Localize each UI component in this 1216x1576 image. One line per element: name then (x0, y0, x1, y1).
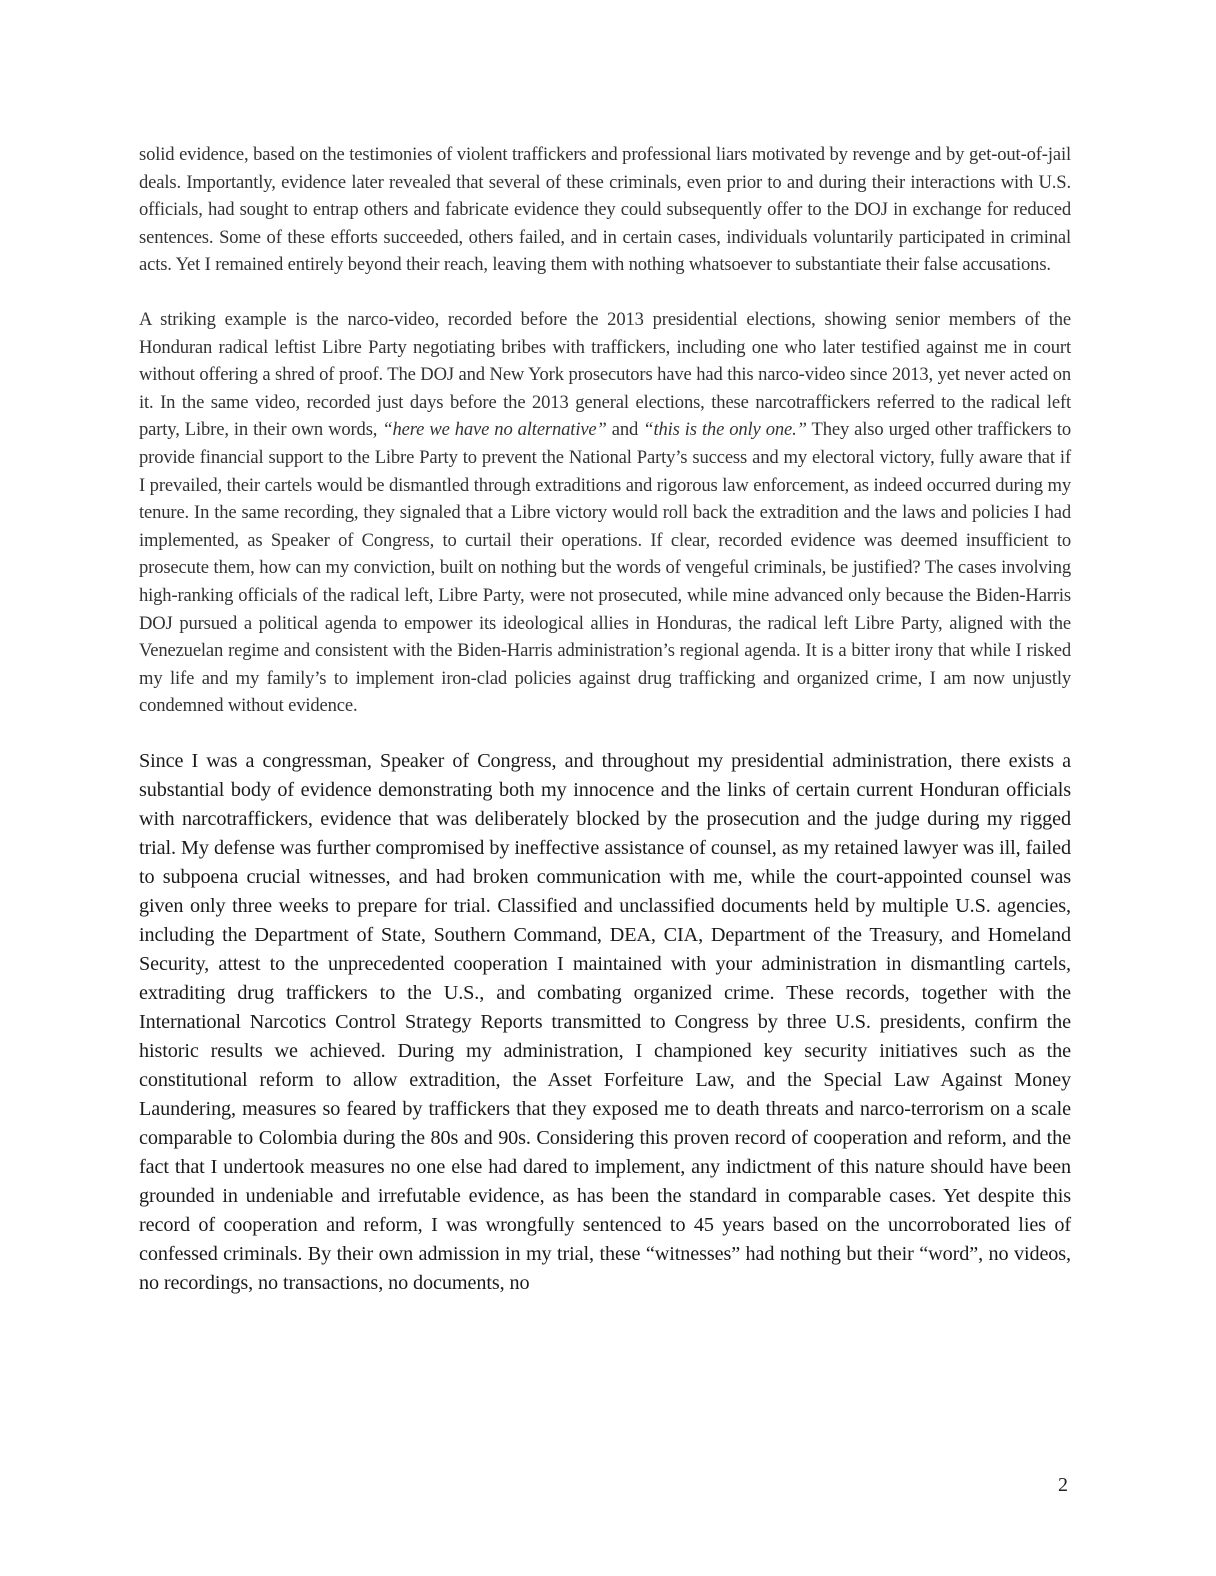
paragraph-testimonies: solid evidence, based on the testimonies of violent traffickers and professional liars motivated by revenge and by get-out-of-jail deals. Importantly, evidence later revealed that several of these criminals, even prior to and during their interactions with U.S. officials, had sought to entrap others and fabricate evidence they could subsequently offer to the DOJ in exchange for reduced sentences. Some of these efforts succeeded, others failed, and in certain cases, individuals voluntarily participated in criminal acts. Yet I remained entirely beyond their reach, leaving them with nothing whatsoever to substantiate their false accusations. (139, 144, 1071, 276)
quote-only-one: “this is the only one.” (643, 419, 807, 441)
paragraph-narco-video-part3: They also urged other traffickers to provide financial support to the Libre Party to prevent the National Party’s success and my electoral victory, fully aware that if I prevailed, their cartels would be dismantled through extraditions and rigorous law enforcement, as indeed occurred during my tenure. In the same recording, they signaled that a Libre victory would roll back the extradition and the laws and policies I had implemented, as Speaker of Congress, to curtail their operations. If clear, recorded evidence was deemed insufficient to prosecute them, how can my conviction, built on nothing but the words of vengeful criminals, be justified? The cases involving high-ranking officials of the radical left, Libre Party, were not prosecuted, while mine advanced only because the Biden-Harris DOJ pursued a political agenda to empower its ideological allies in Honduras, the radical left Libre Party, aligned with the Venezuelan regime and consistent with the Biden-Harris administration’s regional agenda. It is a bitter irony that while I risked my life and my family’s to implement iron-clad policies against drug trafficking and organized crime, I am now unjustly condemned without evidence. (139, 419, 1072, 717)
document-page (139, 141, 1071, 1298)
quote-no-alternative: “here we have no alternative” (382, 419, 607, 441)
page-number: 2 (1058, 1474, 1068, 1496)
paragraph-narco-video-part2: and (606, 419, 644, 441)
paragraph-narco-video (139, 306, 1071, 720)
paragraph-narco-video-part1: A striking example is the narco-video, recorded before the 2013 presidential elections, showing senior members of the Honduran radical leftist Libre Party negotiating bribes with traffickers, including one who later testified against me in court without offering a shred of proof. The DOJ and New York prosecutors have had this narco-video since 2013, yet never acted on it. In the same video, recorded just days before the 2013 general elections, these narcotraffickers referred to the radical left party, Libre, in their own words, (139, 308, 1071, 441)
paragraph-evidence-record: Since I was a congressman, Speaker of Congress, and throughout my presidential administration, there exists a substantial body of evidence demonstrating both my innocence and the links of certain current Honduran officials with narcotraffickers, evidence that was deliberately blocked by the prosecution and the judge during my rigged trial. My defense was further compromised by ineffective assistance of counsel, as my retained lawyer was ill, failed to subpoena crucial witnesses, and had broken communication with me, while the court-appointed counsel was given only three weeks to prepare for trial. Classified and unclassified documents held by multiple U.S. agencies, including the Department of State, Southern Command, DEA, CIA, Department of the Treasury, and Homeland Security, attest to the unprecedented cooperation I maintained with your administration in dismantling cartels, extraditing drug traffickers to the U.S., and combating organized crime. These records, together with the International Narcotics Control Strategy Reports transmitted to Congress by three U.S. presidents, confirm the historic results we achieved. During my administration, I championed key security initiatives such as the constitutional reform to allow extradition, the Asset Forfeiture Law, and the Special Law Against Money Laundering, measures so feared by traffickers that they exposed me to death threats and narco-terrorism on a scale comparable to Colombia during the 80s and 90s. Considering this proven record of cooperation and reform, and the fact that I undertook measures no one else had dared to implement, any indictment of this nature should have been grounded in undeniable and irrefutable evidence, as has been the standard in comparable cases. Yet despite this record of cooperation and reform, I was wrongfully sentenced to 45 years based on the uncorroborated lies of confessed criminals. By their own admission in my trial, these “witnesses” had nothing but their “word”, no videos, no recordings, no transactions, no documents, no (139, 749, 1071, 1294)
